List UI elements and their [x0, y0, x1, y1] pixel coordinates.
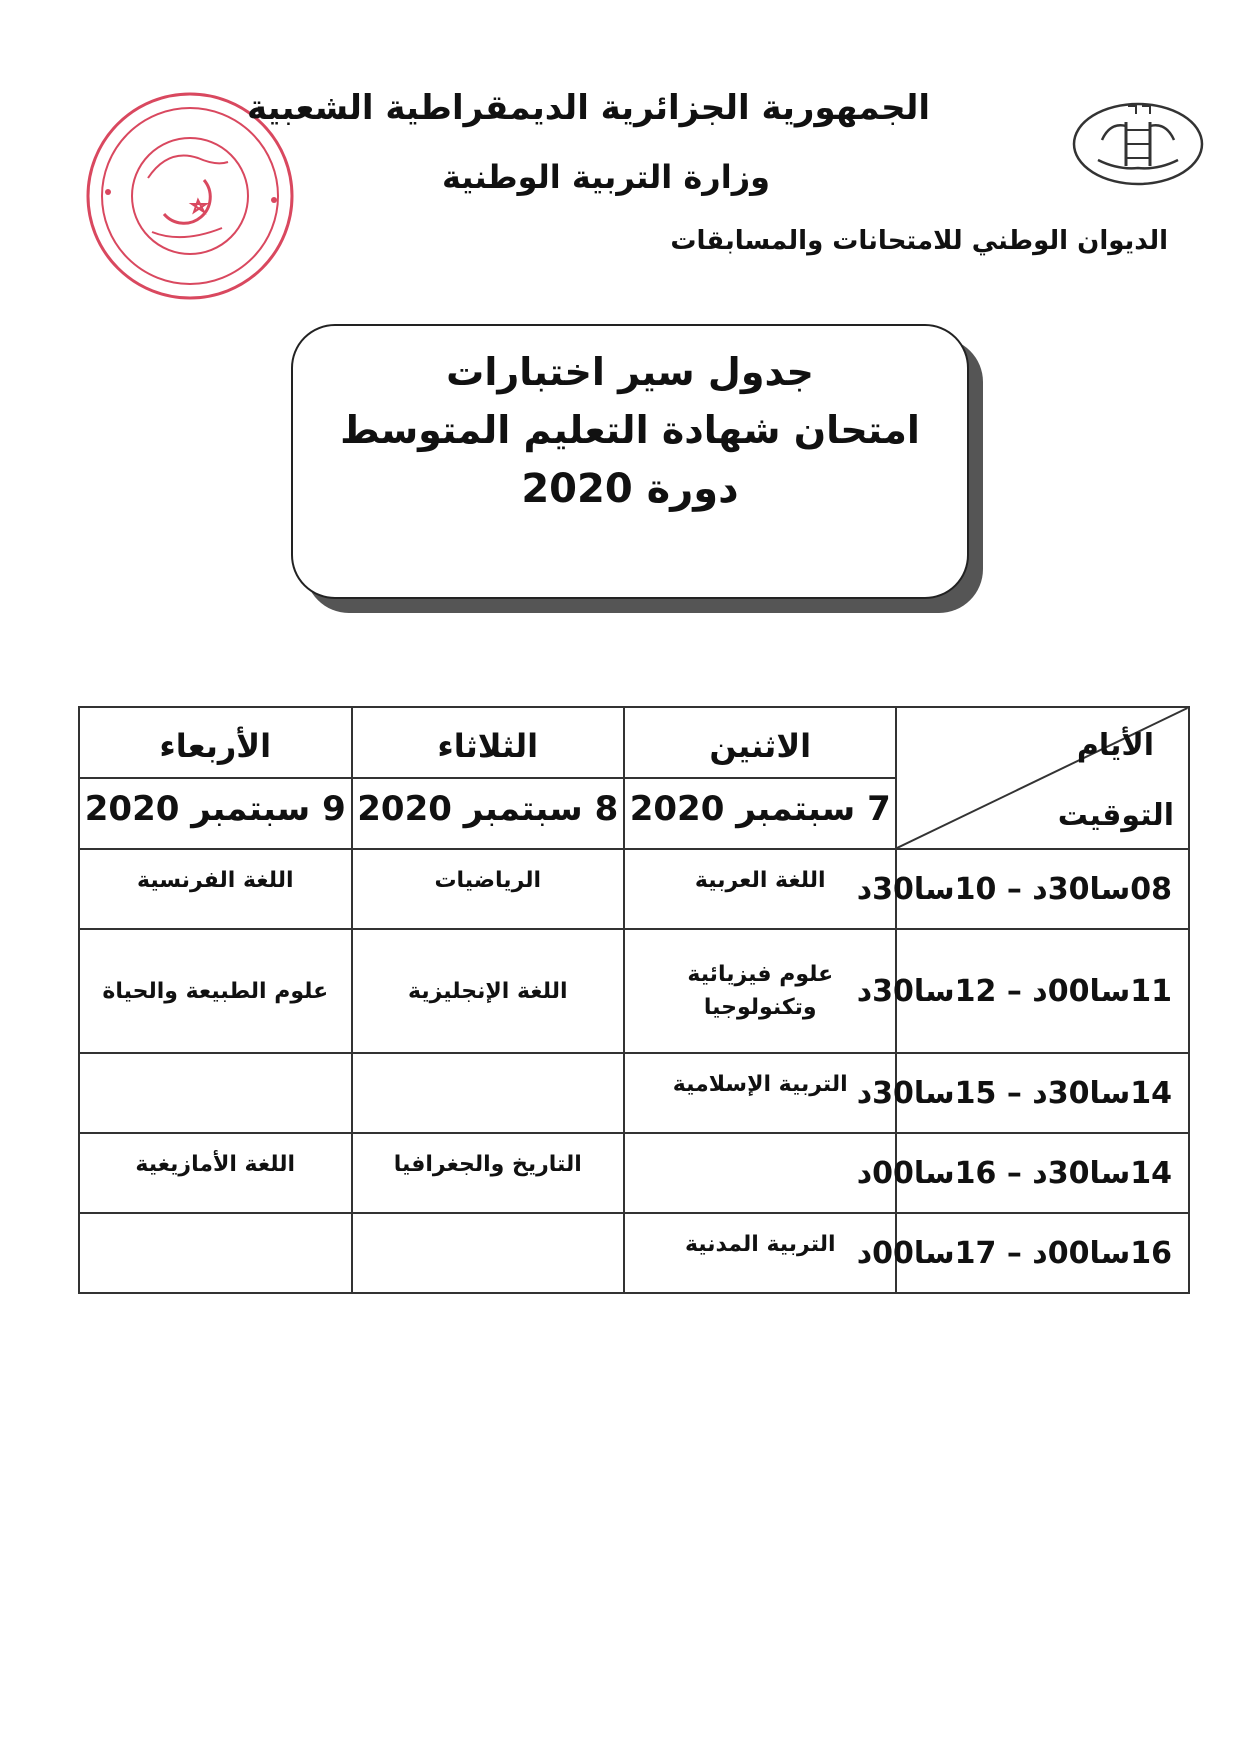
table-row [79, 849, 1189, 929]
onec-logo [1068, 100, 1208, 190]
subject-cell: التربية المدنية [624, 1213, 896, 1293]
corner-time-label: التوقيت [1057, 798, 1174, 833]
time-slot: 11سا00د – 12سا30د [896, 929, 1189, 1053]
day-divider [353, 777, 623, 779]
exam-schedule-table [78, 706, 1190, 1294]
table-header-row [79, 707, 1189, 849]
subject-cell [624, 1133, 896, 1213]
subject-cell: التاريخ والجغرافيا [352, 1133, 624, 1213]
table-row [79, 1213, 1189, 1293]
subject-cell: اللغة العربية [624, 849, 896, 929]
day-name: الثلاثاء [437, 727, 539, 765]
time-slot: 14سا30د – 15سا30د [896, 1053, 1189, 1133]
time-slot: 14سا30د – 16سا00د [896, 1133, 1189, 1213]
subject-cell: علوم فيزيائية وتكنولوجيا [624, 929, 896, 1053]
day-header [352, 707, 624, 849]
office-heading: الديوان الوطني للامتحانات والمسابقات [670, 226, 1168, 256]
day-name: الاثنين [709, 727, 812, 765]
subject-cell: اللغة الإنجليزية [352, 929, 624, 1053]
day-divider [80, 777, 351, 779]
day-date: 8 سبتمبر 2020 [357, 789, 619, 829]
day-header [624, 707, 896, 849]
day-date: 9 سبتمبر 2020 [84, 789, 346, 829]
subject-cell [352, 1053, 624, 1133]
ministry-heading: وزارة التربية الوطنية [441, 158, 770, 196]
subject-cell [79, 1053, 352, 1133]
corner-days-label: الأيام [1076, 728, 1154, 763]
schedule-title: جدول سير اختبارات [446, 350, 814, 394]
day-date: 7 سبتمبر 2020 [629, 789, 891, 829]
subject-cell: اللغة الأمازيغية [79, 1133, 352, 1213]
day-name: الأربعاء [159, 727, 272, 765]
table-row [79, 929, 1189, 1053]
subject-cell [79, 1213, 352, 1293]
exam-name: امتحان شهادة التعليم المتوسط [340, 408, 920, 452]
table-row [79, 1053, 1189, 1133]
subject-cell: اللغة الفرنسية [79, 849, 352, 929]
session-year: دورة 2020 [521, 466, 739, 512]
day-header [79, 707, 352, 849]
subject-cell [352, 1213, 624, 1293]
title-box [291, 324, 969, 599]
corner-cell [896, 707, 1189, 849]
republic-heading: الجمهورية الجزائرية الديمقراطية الشعبية [247, 88, 930, 128]
subject-cell: الرياضيات [352, 849, 624, 929]
time-slot: 16سا00د – 17سا00د [896, 1213, 1189, 1293]
table-row [79, 1133, 1189, 1213]
day-divider [625, 777, 895, 779]
time-slot: 08سا30د – 10سا30د [896, 849, 1189, 929]
subject-cell: التربية الإسلامية [624, 1053, 896, 1133]
subject-cell: علوم الطبيعة والحياة [79, 929, 352, 1053]
